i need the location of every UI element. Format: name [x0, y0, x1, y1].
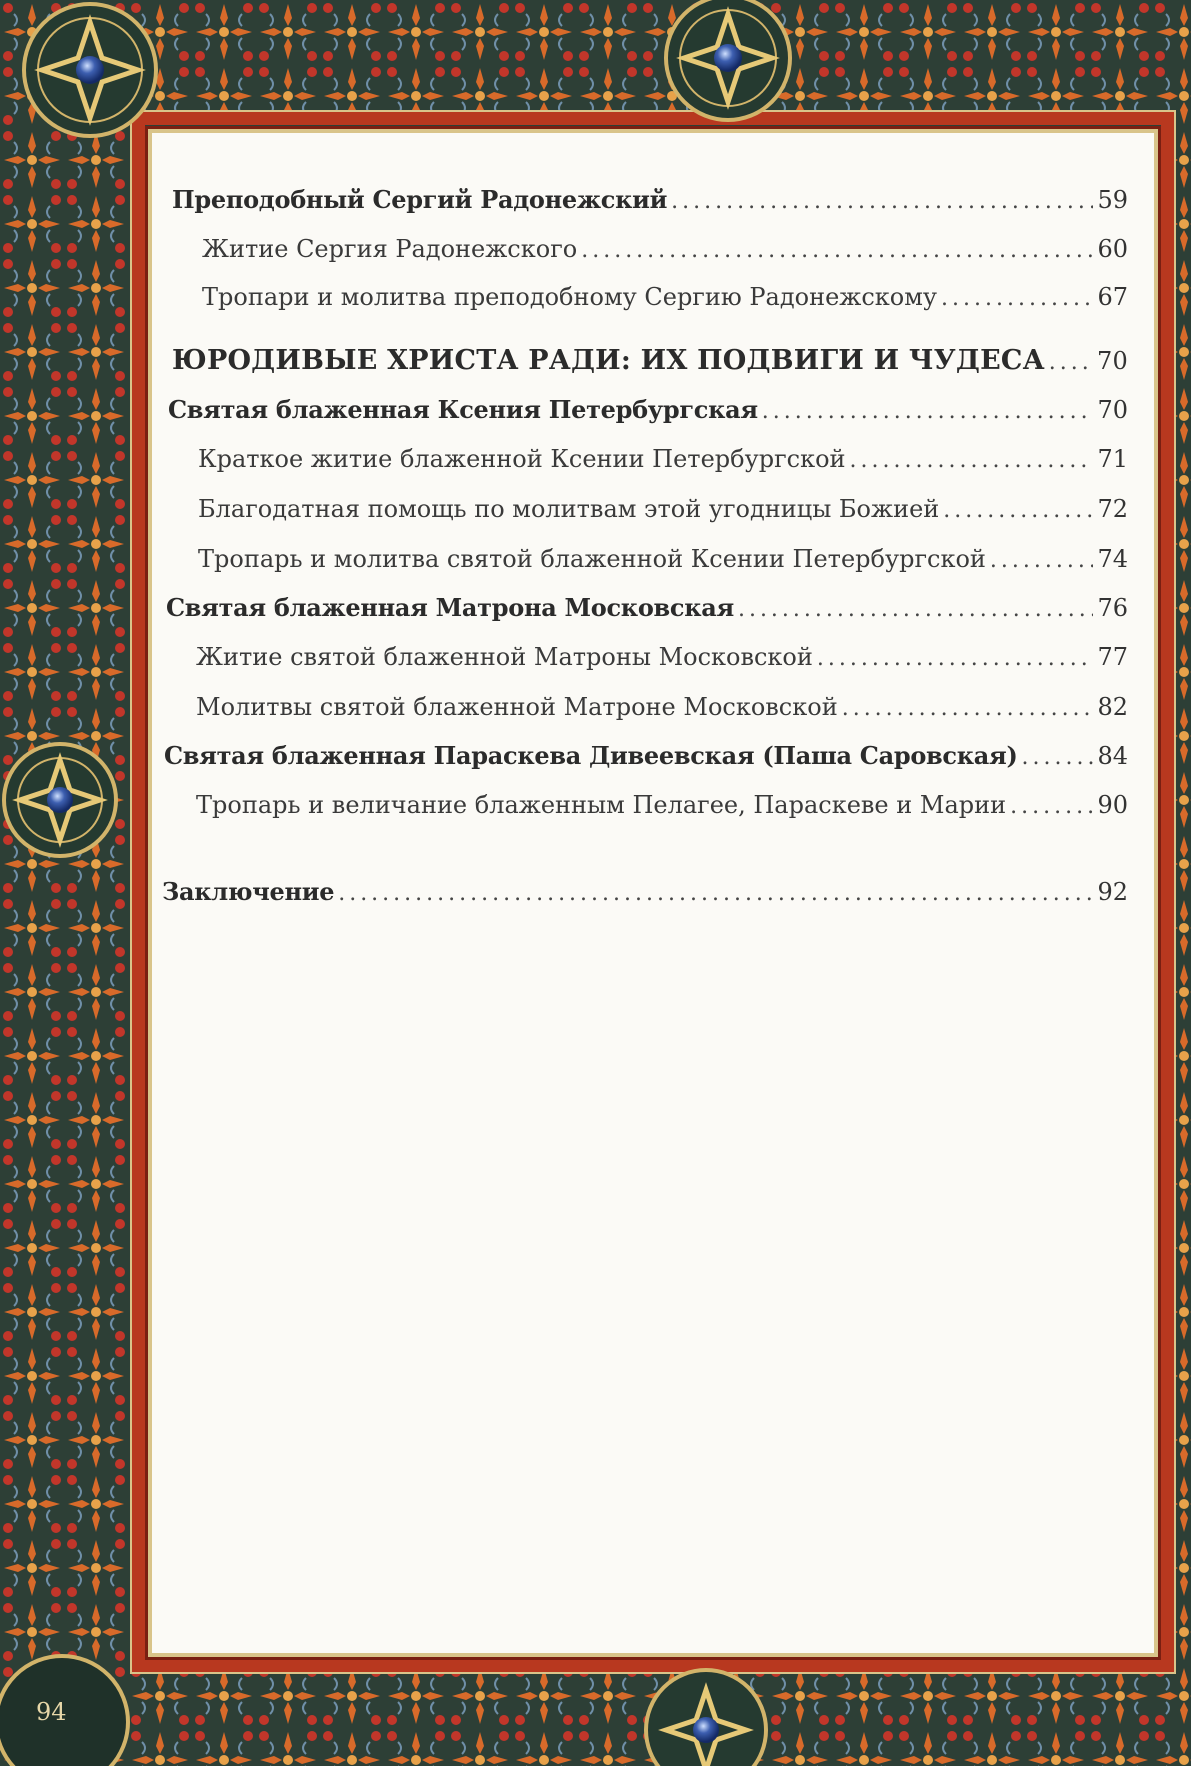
toc-entry-page: 59 [1097, 186, 1128, 214]
dot-leader [1010, 794, 1093, 819]
dot-leader [671, 189, 1093, 214]
dot-leader [581, 238, 1093, 263]
dot-leader [990, 548, 1094, 573]
dot-leader [762, 399, 1094, 424]
dot-leader [842, 696, 1094, 721]
toc-entry-title: Благодатная помощь по молитвам этой угодницы Божией [198, 495, 940, 523]
toc-entry-title: Тропарь и величание блаженным Пелагее, Параскеве и Марии [196, 791, 1007, 819]
medallion-top-left [24, 4, 156, 136]
toc-entry-title: Краткое житие блаженной Ксении Петербургской [198, 445, 846, 473]
toc-entry-title: Тропари и молитва преподобному Сергию Радонежскому [202, 283, 938, 311]
toc-entry-title: Молитвы святой блаженной Матроне Московской [196, 693, 838, 721]
toc-entry-page: 72 [1097, 495, 1128, 523]
toc-entry-page: 84 [1097, 742, 1128, 770]
toc-entry[interactable] [166, 593, 1128, 622]
toc-entry[interactable] [196, 791, 1128, 819]
toc-entry[interactable] [198, 445, 1128, 473]
toc-entry-title: Преподобный Сергий Радонежский [172, 185, 668, 214]
toc-entry[interactable] [162, 877, 1128, 906]
toc-entry[interactable] [164, 741, 1128, 770]
toc-entry[interactable] [196, 643, 1128, 671]
toc-entry[interactable] [202, 235, 1128, 263]
toc-entry-page: 70 [1097, 347, 1128, 375]
page-number: 94 [36, 1698, 67, 1726]
toc-entry-page: 92 [1097, 878, 1128, 906]
toc-entry-title: Святая блаженная Параскева Дивеевская (Паша Саровская) [164, 741, 1018, 770]
toc-entry-page: 67 [1097, 283, 1128, 311]
dot-leader [1022, 745, 1094, 770]
toc-entry-title: Житие Сергия Радонежского [202, 235, 578, 263]
dot-leader [1049, 350, 1093, 375]
toc-entry-title: Заключение [162, 877, 335, 906]
medallion-top-center [666, 0, 790, 120]
toc-entry-title: Житие святой блаженной Матроны Московской [196, 643, 813, 671]
dot-leader [850, 448, 1094, 473]
toc-panel [152, 133, 1154, 1653]
medallion-left-middle [4, 744, 116, 856]
toc-entry-title: Святая блаженная Матрона Московская [166, 593, 734, 622]
dot-leader [817, 646, 1094, 671]
toc-entry[interactable] [198, 495, 1128, 523]
toc-entry-page: 74 [1097, 545, 1128, 573]
toc-entry-title: Тропарь и молитва святой блаженной Ксении Петербургской [198, 545, 986, 573]
toc-entry[interactable] [198, 545, 1128, 573]
toc-entry-title: ЮРОДИВЫЕ ХРИСТА РАДИ: ИХ ПОДВИГИ И ЧУДЕСА [172, 345, 1045, 376]
toc-entry-page: 77 [1097, 643, 1128, 671]
toc-entry-page: 70 [1097, 396, 1128, 424]
toc-entry-page: 82 [1097, 693, 1128, 721]
dot-leader [943, 498, 1093, 523]
toc-entry-page: 60 [1097, 235, 1128, 263]
dot-leader [338, 881, 1093, 906]
dot-leader [738, 597, 1094, 622]
medallion-bottom-center [646, 1670, 766, 1766]
toc-entry-page: 90 [1097, 791, 1128, 819]
toc-entry-title: Святая блаженная Ксения Петербургская [168, 395, 758, 424]
toc-entry[interactable] [196, 693, 1128, 721]
toc-entry[interactable] [202, 283, 1128, 311]
toc-entry-page: 76 [1097, 594, 1128, 622]
dot-leader [941, 286, 1093, 311]
toc-chapter-heading[interactable] [172, 345, 1128, 376]
toc-entry-page: 71 [1097, 445, 1128, 473]
toc-entry[interactable] [168, 395, 1128, 424]
toc-entry[interactable] [172, 185, 1128, 214]
